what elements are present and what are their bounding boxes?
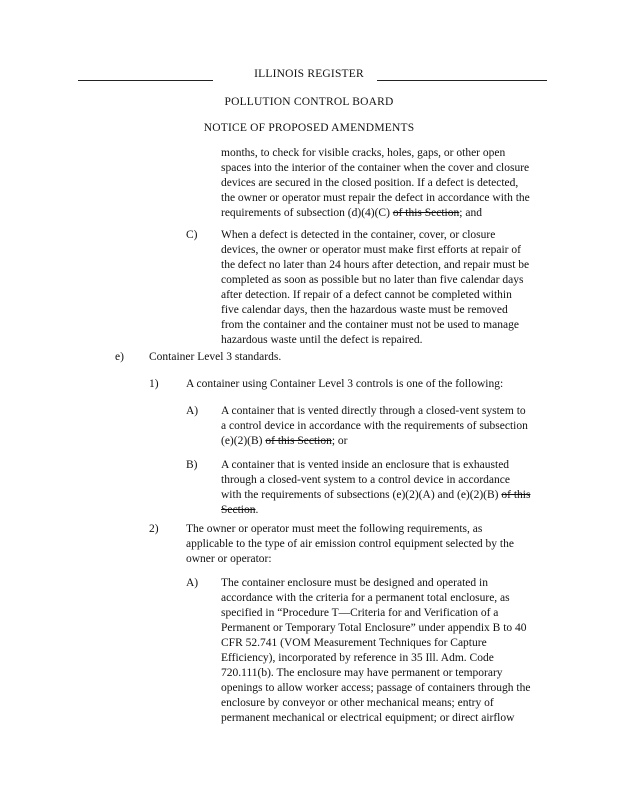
- deleted-text: of this Section: [392, 207, 460, 219]
- item-1A-text: A container that is vented directly through a closed-vent system to a control device in accordance with the requirements of subsection (e)(2)(B) of this Section; or: [221, 405, 528, 447]
- deleted-text: of this Section: [265, 435, 332, 447]
- item-label-C: C): [186, 229, 198, 241]
- header-rule-right: [377, 80, 547, 81]
- item-label-1B: B): [186, 459, 198, 471]
- item-1-text: A container using Container Level 3 controls is one of the following:: [186, 378, 504, 390]
- deleted-text: of this: [501, 489, 531, 501]
- register-title: ILLINOIS REGISTER: [254, 68, 364, 80]
- item-label-1: 1): [149, 378, 159, 390]
- item-2-text: The owner or operator must meet the following requirements, as applicable to the type of air emission control equipment selected by the owner or operator:: [186, 523, 514, 565]
- item-1B-text: A container that is vented inside an enclosure that is exhausted through a closed-vent system to a control device in accordance with the requirements of subsections (e)(2)(A) and (e)(2)(B) of this Section.: [221, 459, 531, 516]
- item-C-text: When a defect is detected in the container, cover, or closure devices, the owner or operator must make first efforts at repair of the defect no later than 24 hours after detection, and repair must be completed as soon as possible but no later than five calendar days after detection. If repair of a defect cannot be completed within five calendar days, then the hazardous waste must be removed from the container and the container must not be used to manage hazardous waste until the defect is repaired.: [221, 229, 530, 346]
- board-name: POLLUTION CONTROL BOARD: [224, 96, 394, 108]
- header-rule-left: [78, 80, 213, 81]
- deleted-text: Section: [221, 504, 256, 516]
- notice-title: NOTICE OF PROPOSED AMENDMENTS: [203, 122, 415, 134]
- item-label-2A: A): [186, 577, 199, 589]
- item-e-text: Container Level 3 standards.: [149, 351, 282, 363]
- item-label-e: e): [115, 351, 124, 363]
- item-2A-text: The container enclosure must be designed and operated in accordance with the criteria for a permanent total enclosure, as specified in “Procedure T—Criteria for and Verification of a Permanent or Temporary Total Enclosure” under appendix B to 40 CFR 52.741 (VOM Measurement Techniques for Capture Efficiency), incorporated by reference in 35 Ill. Adm. Code 720.111(b). The enclosure may have permanent or temporary openings to allow worker access; passage of containers through the enclosure by conveyor or other mechanical means; entry of permanent mechanical or electrical equipment; or direct airflow: [221, 577, 531, 724]
- continuation-paragraph: months, to check for visible cracks, holes, gaps, or other open spaces into the interior of the container when the cover and closure devices are secured in the closed position. If a defect is detected, the owner or operator must repair the defect in accordance with the requirements of subsection (d)(4)(C) of this Section; and: [221, 147, 530, 219]
- item-label-1A: A): [186, 405, 199, 417]
- item-label-2: 2): [149, 523, 159, 535]
